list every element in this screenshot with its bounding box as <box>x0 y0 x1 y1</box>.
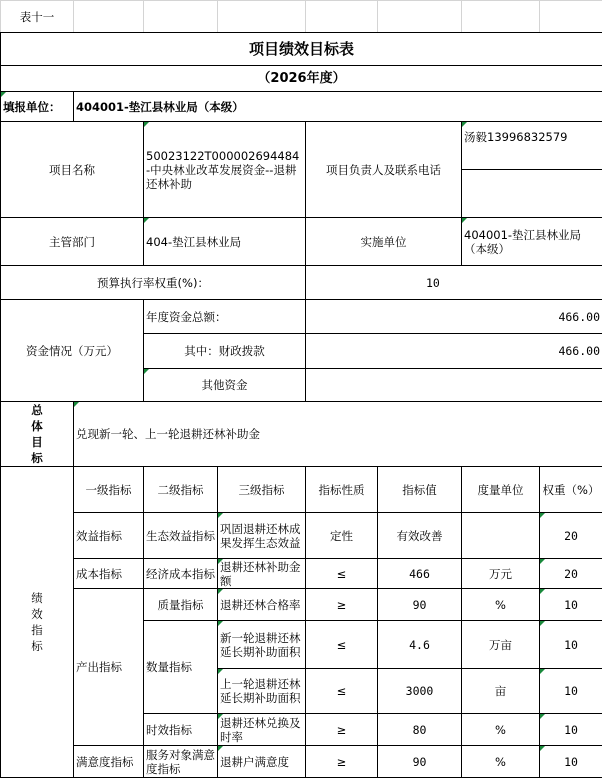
impl-label: 实施单位 <box>306 218 462 266</box>
row4-weight: 10 <box>540 621 602 669</box>
funds-other-label: 其他资金 <box>144 369 306 402</box>
header-value: 指标值 <box>378 467 462 513</box>
row1-l3: 巩固退耕还林成果发挥生态效益 <box>218 513 306 559</box>
row5-value: 3000 <box>378 669 462 714</box>
row5-nature: ≤ <box>306 669 378 714</box>
row4-l3: 新一轮退耕还林延长期补助面积 <box>218 621 306 669</box>
row2-l3: 退耕还林补助金额 <box>218 559 306 589</box>
row5-unit: 亩 <box>462 669 540 714</box>
row7-unit: % <box>462 746 540 778</box>
budget-rate-value: 10 <box>306 266 602 300</box>
row2-l2: 经济成本指标 <box>144 559 218 589</box>
budget-rate-label: 预算执行率权重(%)： <box>1 266 306 300</box>
funds-other-value <box>306 369 602 402</box>
unit-label: 填报单位： <box>1 92 74 122</box>
row7-value: 90 <box>378 746 462 778</box>
row2-weight: 20 <box>540 559 602 589</box>
row6-l3: 退耕还林兑换及时率 <box>218 714 306 746</box>
row3-l3: 退耕还林合格率 <box>218 589 306 621</box>
goal-value: 兑现新一轮、上一轮退耕还林补助金 <box>74 402 602 467</box>
funds-total-value: 466.00 <box>306 300 602 334</box>
row6-unit: % <box>462 714 540 746</box>
header-l1: 一级指标 <box>74 467 144 513</box>
row4-value: 4.6 <box>378 621 462 669</box>
row4-unit: 万亩 <box>462 621 540 669</box>
row1-weight: 20 <box>540 513 602 559</box>
row7-l1: 满意度指标 <box>74 746 144 778</box>
row2-l1: 成本指标 <box>74 559 144 589</box>
goal-label-cell <box>1 402 74 467</box>
header-weight: 权重（%） <box>540 467 602 513</box>
impl-value: 404001-垫江县林业局（本级） <box>462 218 602 266</box>
goal-label: 总体目标 <box>31 403 43 465</box>
row2-nature: ≤ <box>306 559 378 589</box>
row6-weight: 10 <box>540 714 602 746</box>
row5-weight: 10 <box>540 669 602 714</box>
row1-l2: 生态效益指标 <box>144 513 218 559</box>
dept-label: 主管部门 <box>1 218 144 266</box>
row3-nature: ≥ <box>306 589 378 621</box>
row7-l2: 服务对象满意度指标 <box>144 746 218 778</box>
row7-nature: ≥ <box>306 746 378 778</box>
row4-nature: ≤ <box>306 621 378 669</box>
row1-unit <box>462 513 540 559</box>
page-title: 项目绩效目标表 <box>1 33 602 66</box>
row3-l1: 产出指标 <box>74 589 144 746</box>
header-l3: 三级指标 <box>218 467 306 513</box>
perf-label: 绩效指标 <box>31 591 43 653</box>
row1-l1: 效益指标 <box>74 513 144 559</box>
dept-value: 404-垫江县林业局 <box>144 218 306 266</box>
manager-label: 项目负责人及联系电话 <box>306 122 462 218</box>
year-label: （2026年度） <box>1 66 602 92</box>
row5-l3: 上一轮退耕还林延长期补助面积 <box>218 669 306 714</box>
project-name-label: 项目名称 <box>1 122 144 218</box>
funds-fiscal-value: 466.00 <box>306 334 602 369</box>
row3-l2: 质量指标 <box>144 589 218 621</box>
funds-total-label: 年度资金总额： <box>144 300 306 334</box>
project-name-value: 50023122T000002694484-中央林业改革发展资金--退耕还林补助 <box>144 122 306 218</box>
funds-fiscal-label: 其中：财政拨款 <box>144 334 306 369</box>
manager-empty-cell <box>462 170 602 218</box>
sheet-label: 表十一 <box>1 1 74 33</box>
funds-label: 资金情况（万元） <box>1 300 144 402</box>
header-l2: 二级指标 <box>144 467 218 513</box>
unit-value: 404001-垫江县林业局（本级） <box>74 92 602 122</box>
row3-weight: 10 <box>540 589 602 621</box>
row1-value: 有效改善 <box>378 513 462 559</box>
row2-unit: 万元 <box>462 559 540 589</box>
header-nature: 指标性质 <box>306 467 378 513</box>
row4-l2: 数量指标 <box>144 621 218 714</box>
row3-value: 90 <box>378 589 462 621</box>
row1-nature: 定性 <box>306 513 378 559</box>
row6-l2: 时效指标 <box>144 714 218 746</box>
row2-value: 466 <box>378 559 462 589</box>
row7-l3: 退耕户满意度 <box>218 746 306 778</box>
row3-unit: % <box>462 589 540 621</box>
row6-value: 80 <box>378 714 462 746</box>
manager-value: 汤毅13996832579 <box>462 122 602 170</box>
header-unit: 度量单位 <box>462 467 540 513</box>
perf-label-cell <box>1 467 74 778</box>
row6-nature: ≥ <box>306 714 378 746</box>
row7-weight: 10 <box>540 746 602 778</box>
